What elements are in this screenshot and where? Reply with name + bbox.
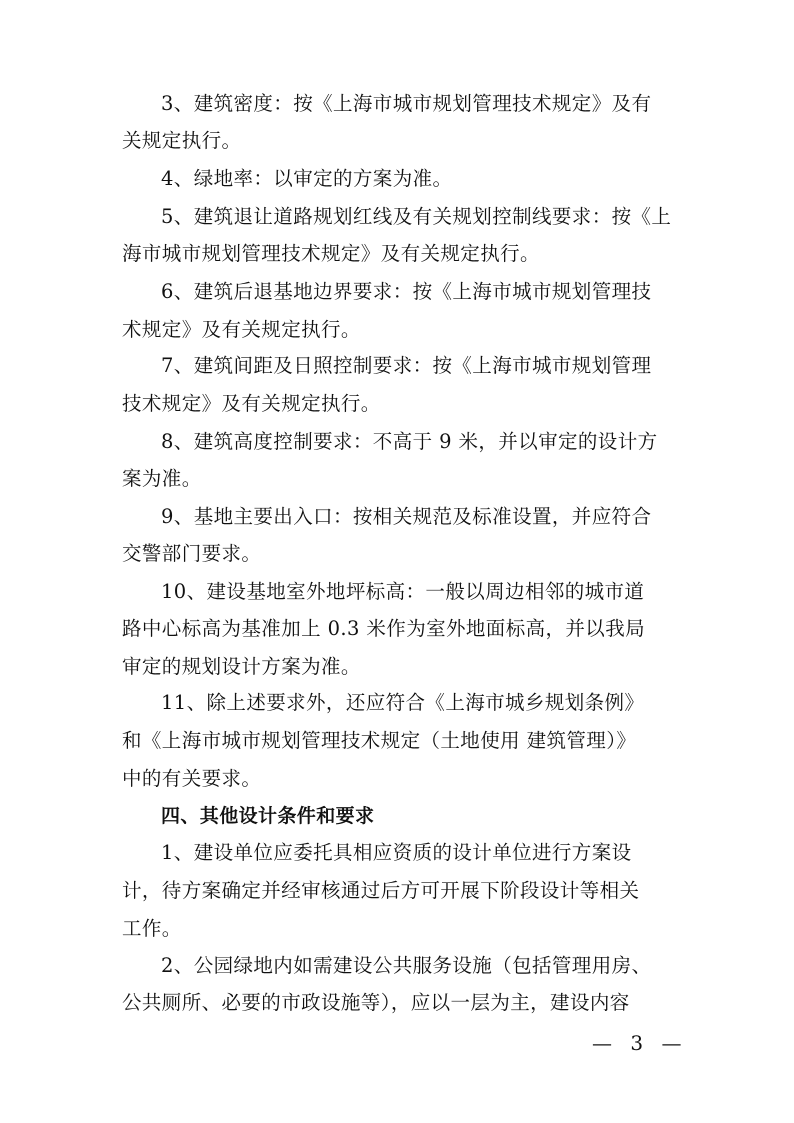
text-line: 11、除上述要求外，还应符合《上海市城乡规划条例》 <box>161 691 645 714</box>
text-line: 计，待方案确定并经审核通过后方可开展下阶段设计等相关 <box>122 879 640 902</box>
text-line: 案为准。 <box>122 467 202 490</box>
text-line: 和《上海市城市规划管理技术规定（土地使用 建筑管理）》 <box>122 729 637 752</box>
text-line: 海市城市规划管理技术规定》及有关规定执行。 <box>122 242 540 265</box>
text-line: 术规定》及有关规定执行。 <box>122 318 361 341</box>
text-line: 6、建筑后退基地边界要求：按《上海市城市规划管理技 <box>161 280 652 303</box>
text-line: 中的有关要求。 <box>122 767 262 790</box>
text-line: 5、建筑退让道路规划红线及有关规划控制线要求：按《上 <box>161 205 672 228</box>
text-line: 7、建筑间距及日照控制要求：按《上海市城市规划管理 <box>161 354 652 377</box>
text-line: 8、建筑高度控制要求：不高于 9 米，并以审定的设计方 <box>161 430 658 453</box>
text-line: 审定的规划设计方案为准。 <box>122 655 361 678</box>
text-line: 技术规定》及有关规定执行。 <box>122 392 381 415</box>
text-line: 路中心标高为基准加上 0.3 米作为室外地面标高，并以我局 <box>122 617 646 640</box>
text-line: 1、建设单位应委托具相应资质的设计单位进行方案设 <box>161 841 632 864</box>
text-line: 10、建设基地室外地坪标高：一般以周边相邻的城市道 <box>161 580 645 603</box>
text-line: 3、建筑密度：按《上海市城市规划管理技术规定》及有 <box>161 92 652 115</box>
text-line: 交警部门要求。 <box>122 542 262 565</box>
text-line: 关规定执行。 <box>122 129 242 152</box>
text-line: 4、绿地率：以审定的方案为准。 <box>161 167 453 190</box>
page-number: — 3 — <box>592 1031 688 1055</box>
text-line: 工作。 <box>122 917 182 940</box>
text-line: 2、公园绿地内如需建设公共服务设施（包括管理用房、 <box>161 954 652 977</box>
text-line: 公共厕所、必要的市政设施等），应以一层为主，建设内容 <box>122 991 630 1014</box>
section-heading: 四、其他设计条件和要求 <box>161 805 375 827</box>
text-line: 9、基地主要出入口：按相关规范及标准设置，并应符合 <box>161 505 652 528</box>
